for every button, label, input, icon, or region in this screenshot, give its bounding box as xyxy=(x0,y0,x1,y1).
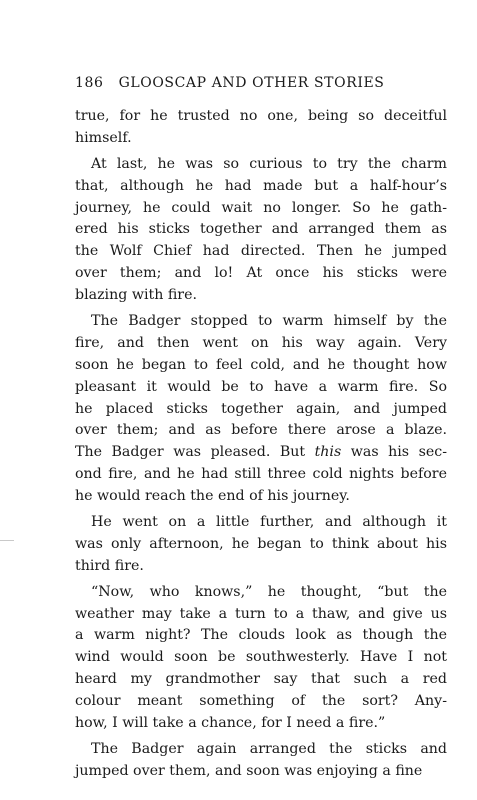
text-line: he placed sticks together again, and jumped xyxy=(75,400,447,417)
paragraph xyxy=(75,311,447,508)
running-header xyxy=(75,75,445,91)
text-line: ered his sticks together and arranged them as xyxy=(75,221,447,238)
text-line: soon he began to feel cold, and he thought how xyxy=(75,356,447,373)
text-line: ond fire, and he had still three cold nights before xyxy=(75,466,447,483)
paragraph xyxy=(75,512,447,578)
paragraph xyxy=(75,582,447,735)
text-line: third fire. xyxy=(75,557,144,574)
text-line: The Badger was pleased. But this was his sec- xyxy=(75,444,447,461)
text-line: he would reach the end of his journey. xyxy=(75,488,350,505)
page-number: 186 xyxy=(75,75,104,91)
paragraph xyxy=(75,739,447,783)
margin-mark xyxy=(0,540,14,541)
text-line: wind would soon be southwesterly. Have I not xyxy=(75,649,447,666)
text-line: weather may take a turn to a thaw, and give us xyxy=(75,605,447,622)
text-line: fire, and then went on his way again. Very xyxy=(75,334,447,351)
text-line: jumped over them, and soon was enjoying a fine xyxy=(75,762,423,779)
text-line: pleasant it would be to have a warm fire. So xyxy=(75,378,447,395)
text-line: over them; and as before there arose a blaze. xyxy=(75,422,447,439)
text-line: The Badger stopped to warm himself by the xyxy=(91,313,447,330)
text-line: the Wolf Chief had directed. Then he jumped xyxy=(75,243,447,260)
text-line: that, although he had made but a half-hour’s xyxy=(75,177,447,194)
text-line: true, for he trusted no one, being so deceitful xyxy=(75,108,447,124)
text-line: was only afternoon, he began to think about his xyxy=(75,535,447,552)
body-text xyxy=(75,106,447,783)
text-line: himself. xyxy=(75,129,132,146)
text-line: He went on a little further, and although it xyxy=(91,514,447,531)
text-line: over them; and lo! At once his sticks were xyxy=(75,265,447,282)
text-line: a warm night? The clouds look as though the xyxy=(75,627,447,644)
text-line: heard my grandmother say that such a red xyxy=(75,671,447,688)
text-line: “Now, who knows,” he thought, “but the xyxy=(91,583,447,600)
text-line: colour meant something of the sort? Any- xyxy=(75,693,447,710)
text-line: journey, he could wait no longer. So he gath- xyxy=(75,199,447,216)
emphasis: this xyxy=(314,444,342,461)
text-line: how, I will take a chance, for I need a fire.” xyxy=(75,715,386,732)
running-title: GLOOSCAP AND OTHER STORIES xyxy=(118,75,385,91)
paragraph xyxy=(75,106,447,150)
paragraph xyxy=(75,154,447,307)
text-line: At last, he was so curious to try the charm xyxy=(91,155,447,172)
text-line: The Badger again arranged the sticks and xyxy=(91,740,447,757)
text-line: blazing with fire. xyxy=(75,287,198,304)
